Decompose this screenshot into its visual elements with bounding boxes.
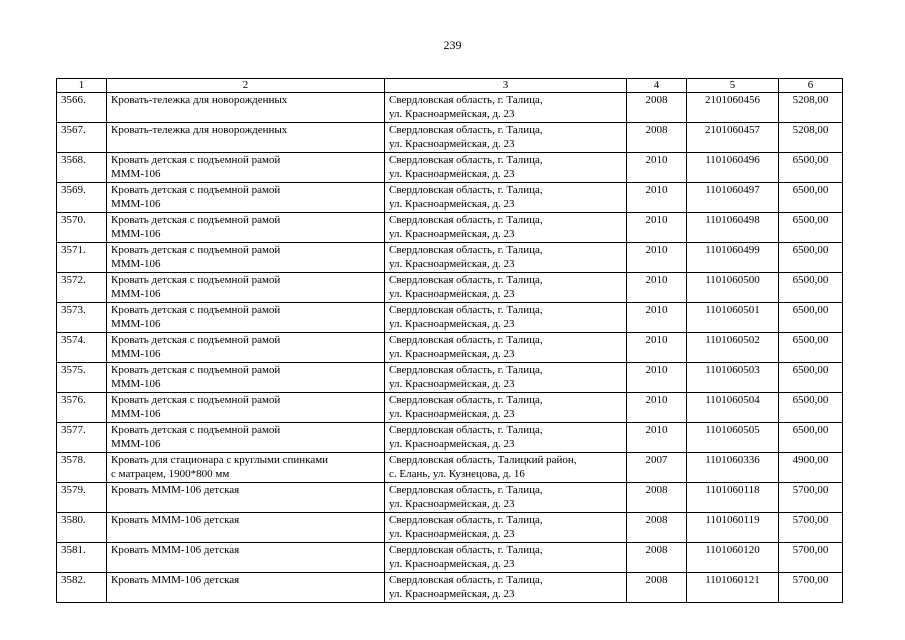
item-name-line1: Кровать детская с подъемной рамой (111, 334, 281, 346)
item-year: 2010 (627, 273, 687, 303)
item-year: 2010 (627, 243, 687, 273)
item-name-line2 (111, 137, 380, 151)
item-address-line2: ул. Красноармейская, д. 23 (389, 288, 515, 300)
item-address-line1: Свердловская область, г. Талица, (389, 334, 543, 346)
item-name (107, 363, 385, 393)
item-address-line1: Свердловская область, г. Талица, (389, 364, 543, 376)
item-address (385, 153, 627, 183)
item-name-line1: Кровать детская с подъемной рамой (111, 184, 281, 196)
property-registry-table (56, 78, 843, 603)
item-name (107, 543, 385, 573)
item-name (107, 483, 385, 513)
item-inventory-number: 1101060121 (687, 573, 779, 603)
table-row (57, 303, 843, 333)
item-name-line2: МММ-106 (111, 438, 161, 450)
item-name (107, 393, 385, 423)
table-row (57, 123, 843, 153)
item-name-line1: Кровать детская с подъемной рамой (111, 364, 281, 376)
item-year: 2010 (627, 363, 687, 393)
item-inventory-number: 2101060457 (687, 123, 779, 153)
table-row (57, 363, 843, 393)
item-name (107, 303, 385, 333)
item-address (385, 213, 627, 243)
item-year: 2008 (627, 513, 687, 543)
item-name (107, 213, 385, 243)
item-year: 2010 (627, 303, 687, 333)
item-name-line1: Кровать детская с подъемной рамой (111, 394, 281, 406)
item-address (385, 243, 627, 273)
table-row (57, 393, 843, 423)
item-inventory-number: 1101060120 (687, 543, 779, 573)
item-name-line2 (111, 557, 380, 571)
item-name (107, 183, 385, 213)
item-inventory-number: 1101060496 (687, 153, 779, 183)
item-inventory-number: 2101060456 (687, 93, 779, 123)
item-inventory-number: 1101060504 (687, 393, 779, 423)
item-address-line1: Свердловская область, Талицкий район, (389, 454, 577, 466)
row-number: 3570. (57, 213, 107, 243)
item-address (385, 393, 627, 423)
item-address-line1: Свердловская область, г. Талица, (389, 124, 543, 136)
item-address-line1: Свердловская область, г. Талица, (389, 154, 543, 166)
item-year: 2008 (627, 573, 687, 603)
item-address (385, 93, 627, 123)
row-number: 3577. (57, 423, 107, 453)
item-address-line2: ул. Красноармейская, д. 23 (389, 558, 515, 570)
item-name-line2: МММ-106 (111, 228, 161, 240)
item-name (107, 573, 385, 603)
item-name-line2 (111, 107, 380, 121)
header-cell-name: 2 (107, 79, 385, 93)
item-name-line1: Кровать детская с подъемной рамой (111, 274, 281, 286)
item-year: 2010 (627, 333, 687, 363)
item-inventory-number: 1101060501 (687, 303, 779, 333)
item-address-line1: Свердловская область, г. Талица, (389, 394, 543, 406)
item-address-line2: с. Елань, ул. Кузнецова, д. 16 (389, 468, 525, 480)
table-row (57, 183, 843, 213)
item-inventory-number: 1101060502 (687, 333, 779, 363)
header-cell-num: 1 (57, 79, 107, 93)
item-name (107, 333, 385, 363)
item-inventory-number: 1101060119 (687, 513, 779, 543)
item-address (385, 483, 627, 513)
table-row (57, 273, 843, 303)
item-address (385, 183, 627, 213)
item-year: 2008 (627, 483, 687, 513)
item-inventory-number: 1101060336 (687, 453, 779, 483)
item-year: 2010 (627, 393, 687, 423)
header-cell-inventory: 5 (687, 79, 779, 93)
item-address-line2: ул. Красноармейская, д. 23 (389, 528, 515, 540)
row-number: 3574. (57, 333, 107, 363)
item-name-line1: Кровать МММ-106 детская (111, 484, 240, 496)
row-number: 3568. (57, 153, 107, 183)
item-address (385, 333, 627, 363)
item-address (385, 573, 627, 603)
item-name-line2: с матрацем, 1900*800 мм (111, 468, 230, 480)
item-name (107, 453, 385, 483)
table-row (57, 453, 843, 483)
item-address-line1: Свердловская область, г. Талица, (389, 544, 543, 556)
row-number: 3571. (57, 243, 107, 273)
item-address-line2: ул. Красноармейская, д. 23 (389, 138, 515, 150)
row-number: 3582. (57, 573, 107, 603)
item-address-line1: Свердловская область, г. Талица, (389, 184, 543, 196)
item-address (385, 123, 627, 153)
item-year: 2008 (627, 123, 687, 153)
table-row (57, 543, 843, 573)
table-row (57, 93, 843, 123)
item-price: 6500,00 (779, 213, 843, 243)
item-price: 4900,00 (779, 453, 843, 483)
item-name-line1: Кровать МММ-106 детская (111, 574, 240, 586)
row-number: 3576. (57, 393, 107, 423)
item-name-line2: МММ-106 (111, 378, 161, 390)
item-inventory-number: 1101060505 (687, 423, 779, 453)
item-name-line2 (111, 587, 380, 601)
item-name-line2 (111, 497, 380, 511)
item-address-line2: ул. Красноармейская, д. 23 (389, 378, 515, 390)
item-year: 2007 (627, 453, 687, 483)
item-address (385, 423, 627, 453)
item-name-line1: Кровать-тележка для новорожденных (111, 124, 288, 136)
item-name-line2: МММ-106 (111, 168, 161, 180)
header-cell-price: 6 (779, 79, 843, 93)
item-address-line1: Свердловская область, г. Талица, (389, 244, 543, 256)
row-number: 3578. (57, 453, 107, 483)
item-price: 5700,00 (779, 483, 843, 513)
item-name-line1: Кровать МММ-106 детская (111, 514, 240, 526)
table-row (57, 573, 843, 603)
item-address-line1: Свердловская область, г. Талица, (389, 424, 543, 436)
item-name-line2: МММ-106 (111, 258, 161, 270)
item-name-line1: Кровать детская с подъемной рамой (111, 214, 281, 226)
table-row (57, 243, 843, 273)
item-name-line2: МММ-106 (111, 288, 161, 300)
item-price: 6500,00 (779, 333, 843, 363)
item-year: 2008 (627, 93, 687, 123)
item-address-line2: ул. Красноармейская, д. 23 (389, 438, 515, 450)
item-name (107, 93, 385, 123)
item-name (107, 153, 385, 183)
row-number: 3569. (57, 183, 107, 213)
item-name-line1: Кровать-тележка для новорожденных (111, 94, 288, 106)
item-address-line2: ул. Красноармейская, д. 23 (389, 258, 515, 270)
item-price: 5700,00 (779, 513, 843, 543)
table-row (57, 213, 843, 243)
item-name (107, 513, 385, 543)
item-inventory-number: 1101060500 (687, 273, 779, 303)
item-address-line1: Свердловская область, г. Талица, (389, 274, 543, 286)
item-price: 6500,00 (779, 153, 843, 183)
row-number: 3580. (57, 513, 107, 543)
item-address-line2: ул. Красноармейская, д. 23 (389, 348, 515, 360)
item-name-line2: МММ-106 (111, 408, 161, 420)
item-name-line1: Кровать для стационара с круглыми спинками (111, 454, 329, 466)
item-inventory-number: 1101060497 (687, 183, 779, 213)
row-number: 3566. (57, 93, 107, 123)
header-cell-address: 3 (385, 79, 627, 93)
table-row (57, 423, 843, 453)
item-price: 6500,00 (779, 363, 843, 393)
item-address-line2: ул. Красноармейская, д. 23 (389, 228, 515, 240)
item-inventory-number: 1101060503 (687, 363, 779, 393)
item-price: 6500,00 (779, 303, 843, 333)
item-inventory-number: 1101060118 (687, 483, 779, 513)
item-year: 2010 (627, 213, 687, 243)
item-name (107, 243, 385, 273)
item-name-line1: Кровать детская с подъемной рамой (111, 424, 281, 436)
item-address-line2: ул. Красноармейская, д. 23 (389, 588, 515, 600)
item-name-line2: МММ-106 (111, 198, 161, 210)
item-address-line1: Свердловская область, г. Талица, (389, 304, 543, 316)
item-name (107, 423, 385, 453)
item-year: 2008 (627, 543, 687, 573)
item-name (107, 273, 385, 303)
row-number: 3573. (57, 303, 107, 333)
item-price: 5208,00 (779, 93, 843, 123)
page-number: 239 (443, 38, 462, 52)
row-number: 3579. (57, 483, 107, 513)
item-address (385, 513, 627, 543)
item-price: 6500,00 (779, 393, 843, 423)
item-year: 2010 (627, 153, 687, 183)
item-price: 5700,00 (779, 543, 843, 573)
item-price: 5700,00 (779, 573, 843, 603)
item-name-line2 (111, 527, 380, 541)
row-number: 3567. (57, 123, 107, 153)
row-number: 3575. (57, 363, 107, 393)
item-name-line1: Кровать детская с подъемной рамой (111, 244, 281, 256)
header-row (57, 79, 843, 93)
item-name-line2: МММ-106 (111, 348, 161, 360)
item-year: 2010 (627, 183, 687, 213)
item-address-line2: ул. Красноармейская, д. 23 (389, 108, 515, 120)
item-price: 6500,00 (779, 423, 843, 453)
table-row (57, 513, 843, 543)
item-name-line1: Кровать МММ-106 детская (111, 544, 240, 556)
row-number: 3572. (57, 273, 107, 303)
table-row (57, 153, 843, 183)
item-address-line2: ул. Красноармейская, д. 23 (389, 168, 515, 180)
table-row (57, 333, 843, 363)
item-address-line1: Свердловская область, г. Талица, (389, 514, 543, 526)
header-cell-year: 4 (627, 79, 687, 93)
item-price: 6500,00 (779, 183, 843, 213)
item-address-line2: ул. Красноармейская, д. 23 (389, 408, 515, 420)
item-year: 2010 (627, 423, 687, 453)
item-name (107, 123, 385, 153)
item-address-line1: Свердловская область, г. Талица, (389, 214, 543, 226)
item-address (385, 453, 627, 483)
item-address-line2: ул. Красноармейская, д. 23 (389, 198, 515, 210)
item-address (385, 363, 627, 393)
item-inventory-number: 1101060499 (687, 243, 779, 273)
item-address-line1: Свердловская область, г. Талица, (389, 574, 543, 586)
item-inventory-number: 1101060498 (687, 213, 779, 243)
item-name-line1: Кровать детская с подъемной рамой (111, 304, 281, 316)
row-number: 3581. (57, 543, 107, 573)
item-price: 6500,00 (779, 273, 843, 303)
item-price: 5208,00 (779, 123, 843, 153)
item-name-line2: МММ-106 (111, 318, 161, 330)
item-address (385, 543, 627, 573)
item-address-line2: ул. Красноармейская, д. 23 (389, 498, 515, 510)
item-address-line1: Свердловская область, г. Талица, (389, 94, 543, 106)
item-address (385, 303, 627, 333)
item-address (385, 273, 627, 303)
item-address-line1: Свердловская область, г. Талица, (389, 484, 543, 496)
table-row (57, 483, 843, 513)
item-name-line1: Кровать детская с подъемной рамой (111, 154, 281, 166)
item-price: 6500,00 (779, 243, 843, 273)
item-address-line2: ул. Красноармейская, д. 23 (389, 318, 515, 330)
